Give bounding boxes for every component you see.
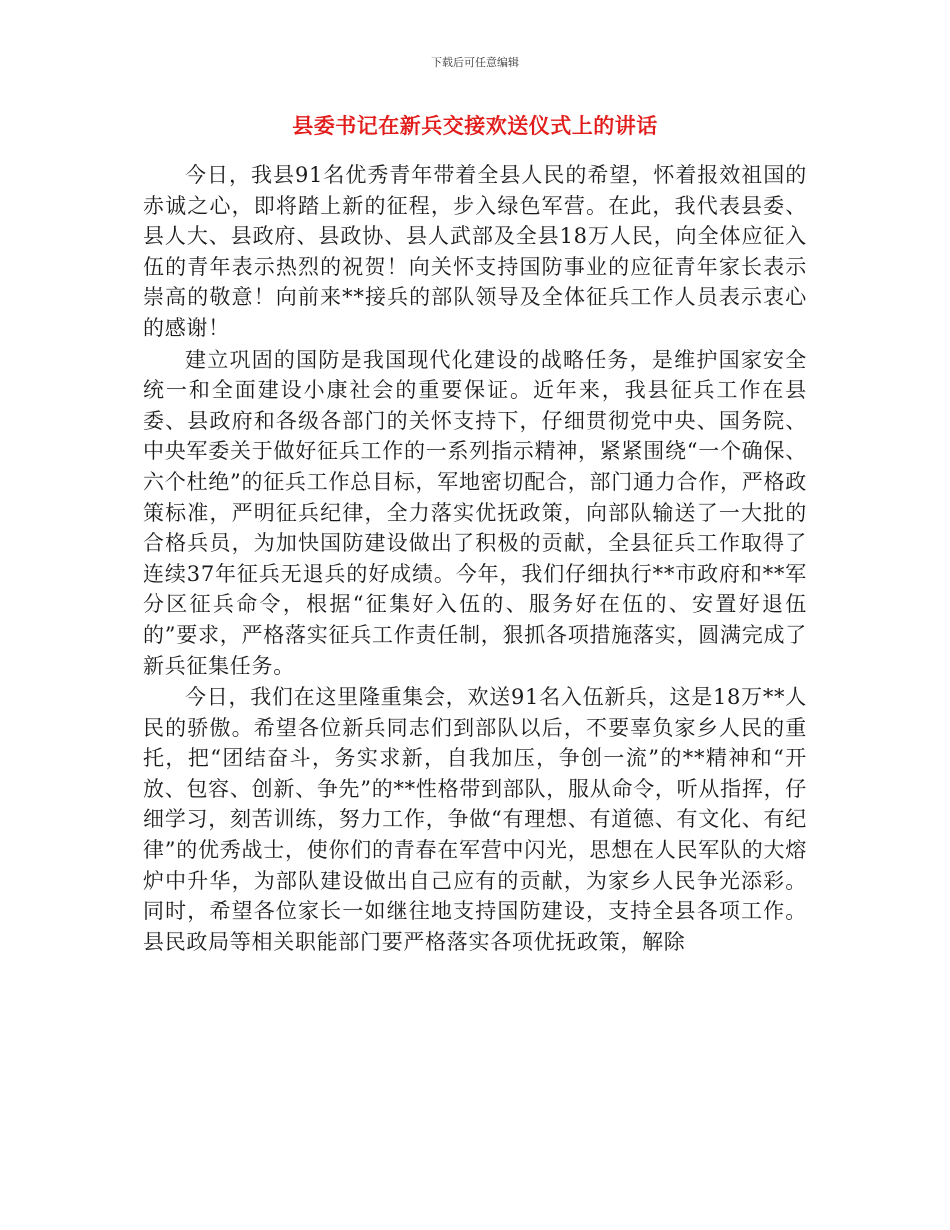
page-header: 下载后可任意编辑: [431, 56, 519, 69]
document-title: 县委书记在新兵交接欢送仪式上的讲话: [292, 113, 658, 138]
paragraph-3: 今日，我们在这里隆重集会，欢送91名入伍新兵，这是18万**人民的骄傲。希望各位新兵同志们到部队以后，不要辜负家乡人民的重托，把“团结奋斗，务实求新，自我加压，争创一流”的**精神和“开放、包容、创新、争先”的**性格带到部队，服从命令，听从指挥，仔细学习，刻苦训练，努力工作，争做“有理想、有道德、有文化、有纪律”的优秀战士，使你们的青春在军营中闪光，思想在人民军队的大熔炉中升华，为部队建设做出自己应有的贡献，为家乡人民争光添彩。同时，希望各位家长一如继往地支持国防建设，支持全县各项工作。县民政局等相关职能部门要严格落实各项优抚政策，解除: [143, 685, 807, 954]
paragraph-2: 建立巩固的国防是我国现代化建设的战略任务，是维护国家安全统一和全面建设小康社会的重要保证。近年来，我县征兵工作在县委、县政府和各级各部门的关怀支持下，仔细贯彻党中央、国务院、中央军委关于做好征兵工作的一系列指示精神，紧紧围绕“一个确保、六个杜绝”的征兵工作总目标，军地密切配合，部门通力合作，严格政策标准，严明征兵纪律，全力落实优抚政策，向部队输送了一大批的合格兵员，为加快国防建设做出了积极的贡献，全县征兵工作取得了连续37年征兵无退兵的好成绩。今年，我们仔细执行**市政府和**军分区征兵命令，根据“征集好入伍的、服务好在伍的、安置好退伍的”要求，严格落实征兵工作责任制，狠抓各项措施落实，圆满完成了新兵征集任务。: [143, 347, 807, 678]
document-body: [143, 160, 807, 958]
paragraph-1: 今日，我县91名优秀青年带着全县人民的希望，怀着报效祖国的赤诚之心，即将踏上新的征程，步入绿色军营。在此，我代表县委、县人大、县政府、县政协、县人武部及全县18万人民，向全体应征入伍的青年表示热烈的祝贺！向关怀支持国防事业的应征青年家长表示崇高的敬意！向前来**接兵的部队领导及全体征兵工作人员表示衷心的感谢！: [143, 163, 807, 340]
